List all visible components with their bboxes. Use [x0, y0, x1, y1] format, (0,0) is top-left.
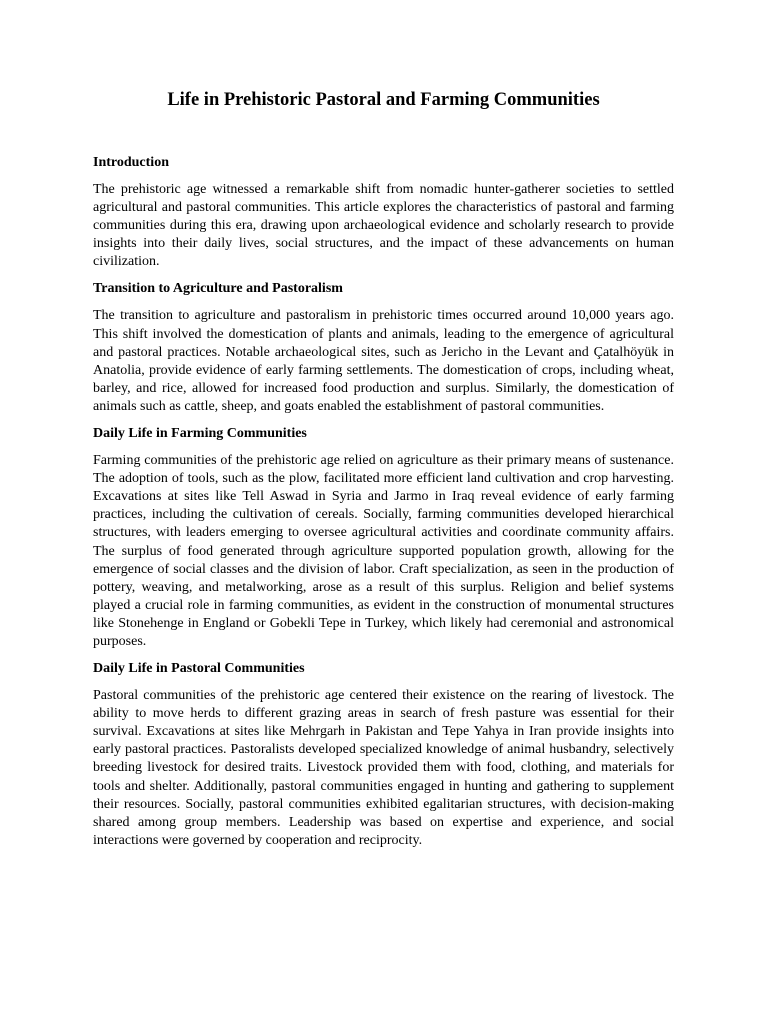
section-paragraph-introduction: The prehistoric age witnessed a remarkable shift from nomadic hunter-gatherer societies to settled agricultural and pastoral communities. This article explores the characteristics of pastoral and farming communities during this era, drawing upon archaeological evidence and scholarly research to provide insights into their daily lives, social structures, and the impact of these advancements on human civilization.: [93, 182, 674, 270]
section-paragraph-transition: The transition to agriculture and pastoralism in prehistoric times occurred around 10,000 years ago. This shift involved the domestication of plants and animals, leading to the emergence of agricultural and pastoral practices. Notable archaeological sites, such as Jericho in the Levant and Çatalhöyük in Anatolia, provide evidence of early farming settlements. The domestication of crops, including wheat, barley, and rice, allowed for increased food production and surplus. Similarly, the domestication of animals such as cattle, sheep, and goats enabled the establishment of pastoral communities.: [93, 308, 674, 414]
section-paragraph-pastoral: Pastoral communities of the prehistoric age centered their existence on the rearing of livestock. The ability to move herds to different grazing areas in search of fresh pasture was essential for their survival. Excavations at sites like Mehrgarh in Pakistan and Tepe Yahya in Iran provide insights into early pastoral practices. Pastoralists developed specialized knowledge of animal husbandry, selectively breeding livestock for desired traits. Livestock provided them with food, clothing, and materials for tools and shelter. Additionally, pastoral communities engaged in hunting and gathering to supplement their resources. Socially, pastoral communities exhibited egalitarian structures, with decision-making shared among group members. Leadership was based on expertise and experience, and social interactions were governed by cooperation and reciprocity.: [93, 688, 674, 848]
section-farming: [93, 425, 674, 651]
section-introduction: [93, 154, 674, 271]
section-heading-introduction: Introduction: [93, 155, 169, 170]
page-title: Life in Prehistoric Pastoral and Farming Communities: [167, 90, 600, 110]
section-heading-farming: Daily Life in Farming Communities: [93, 426, 307, 442]
section-pastoral: [93, 660, 674, 850]
section-paragraph-farming: Farming communities of the prehistoric age relied on agriculture as their primary means of sustenance. The adoption of tools, such as the plow, facilitated more efficient land cultivation and crop harvesting. Excavations at sites like Tell Aswad in Syria and Jarmo in Iraq reveal evidence of early farming practices, including the cultivation of cereals. Socially, farming communities developed hierarchical structures, with leaders emerging to oversee agricultural activities and coordinate community affairs. The surplus of food generated through agriculture supported population growth, allowing for the emergence of social classes and the division of labor. Craft specialization, as seen in the production of pottery, weaving, and metalworking, arose as a result of this surplus. Religion and belief systems played a crucial role in farming communities, as evident in the construction of monumental structures like Stonehenge in England or Gobekli Tepe in Turkey, which likely had ceremonial and astronomical purposes.: [93, 453, 674, 649]
section-heading-transition: Transition to Agriculture and Pastoralism: [93, 281, 343, 297]
section-transition: [93, 280, 674, 416]
section-heading-pastoral: Daily Life in Pastoral Communities: [93, 661, 305, 677]
document-page: [93, 88, 674, 859]
